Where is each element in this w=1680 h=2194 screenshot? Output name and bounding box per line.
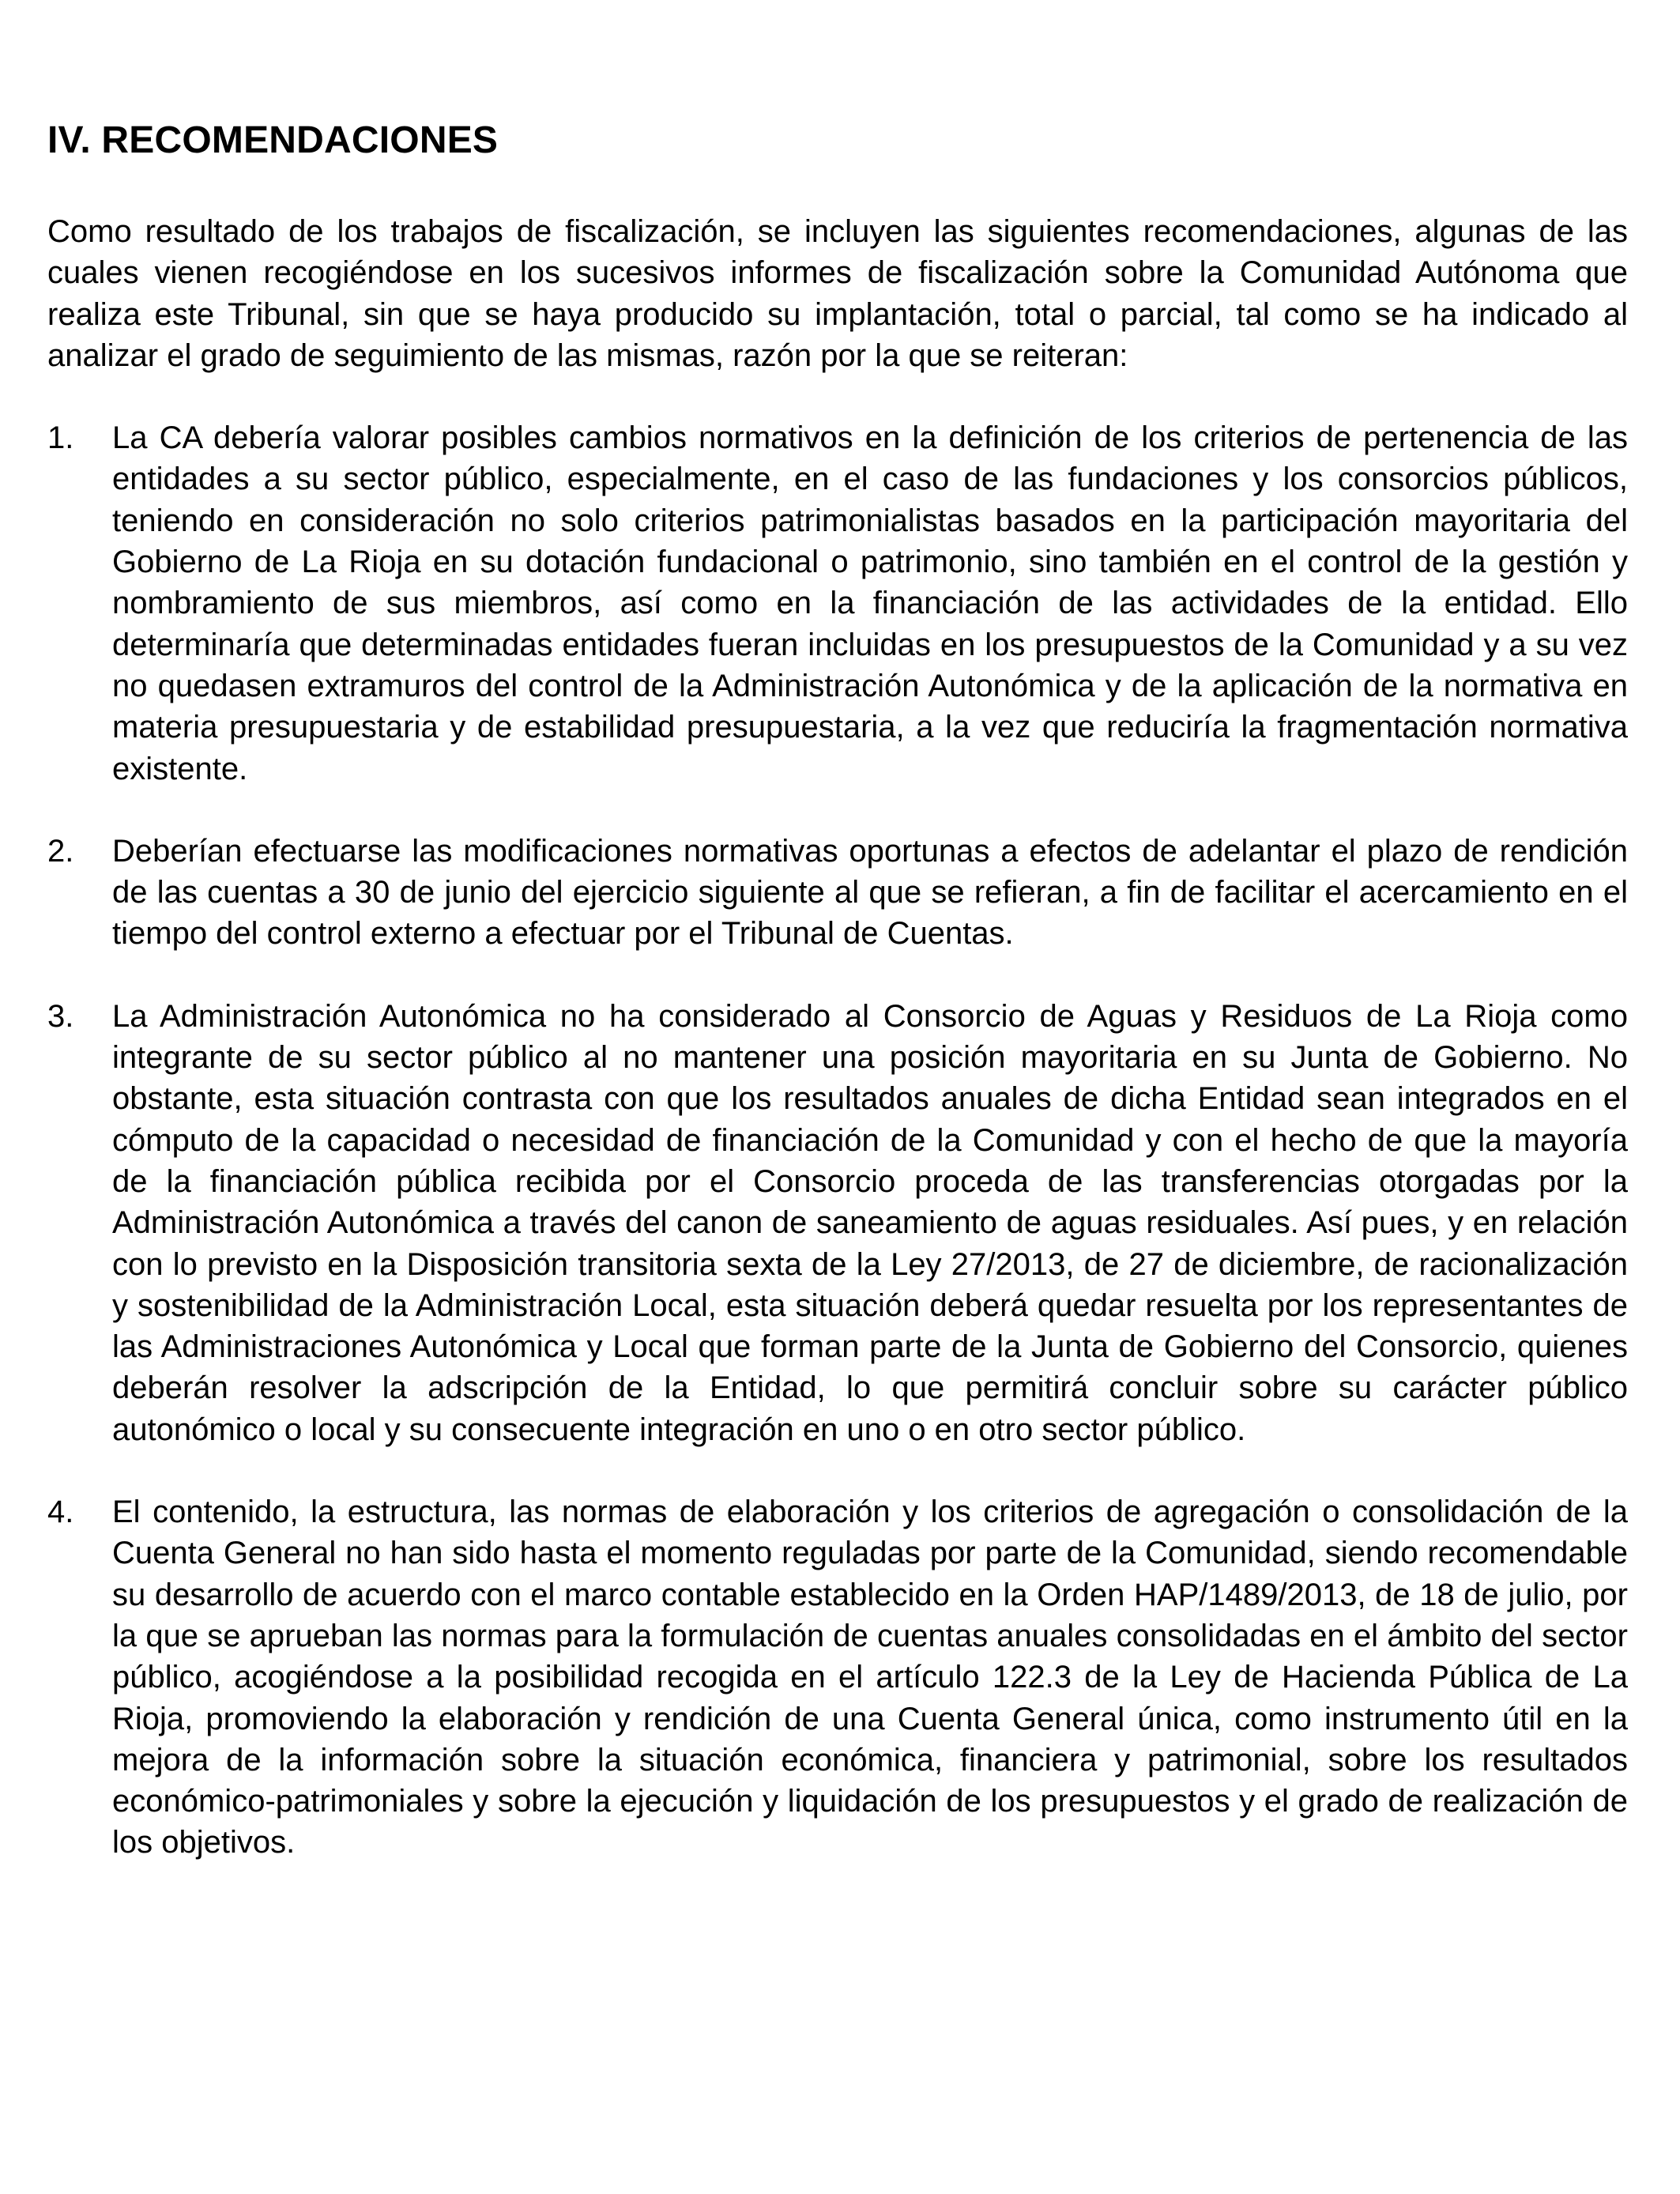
recommendation-number: 2. — [47, 833, 74, 869]
recommendation-item-2 — [47, 831, 1628, 955]
recommendation-text: El contenido, la estructura, las normas de elaboración y los criterios de agregación o consolidación de la Cuenta General no han sido hasta el momento reguladas por parte de la Comunidad, siendo recomendable su desarrollo de acuerdo con el marco contable establecido en la Orden HAP/1489/2013, de 18 de julio, por la que se aprueban las normas para la formulación de cuentas anuales consolidadas en el ámbito del sector público, acogiéndose a la posibilidad recogida en el artículo 122.3 de la Ley de Hacienda Pública de La Rioja, promoviendo la elaboración y rendición de una Cuenta General única, como instrumento útil en la mejora de la información sobre la situación económica, financiera y patrimonial, sobre los resultados económico-patrimoniales y sobre la ejecución y liquidación de los presupuestos y el grado de realización de los objetivos. — [112, 1495, 1628, 1860]
intro-paragraph: Como resultado de los trabajos de fiscalización, se incluyen las siguientes recomendaciones, algunas de las cuales vienen recogiéndose en los sucesivos informes de fiscalización sobre la Comunidad Autónoma que realiza este Tribunal, sin que se haya producido su implantación, total o parcial, tal como se ha indicado al analizar el grado de seguimiento de las mismas, razón por la que se reiteran: — [47, 214, 1628, 373]
recommendation-text: La Administración Autonómica no ha considerado al Consorcio de Aguas y Residuos de La Rioja como integrante de su sector público al no mantener una posición mayoritaria en su Junta de Gobierno. No obstante, esta situación contrasta con que los resultados anuales de dicha Entidad sean integrados en el cómputo de la capacidad o necesidad de financiación de la Comunidad y con el hecho de que la mayoría de la financiación pública recibida por el Consorcio proceda de las transferencias otorgadas por la Administración Autonómica a través del canon de saneamiento de aguas residuales. Así pues, y en relación con lo previsto en la Disposición transitoria sexta de la Ley 27/2013, de 27 de diciembre, de racionalización y sostenibilidad de la Administración Local, esta situación deberá quedar resuelta por los representantes de las Administraciones Autonómica y Local que forman parte de la Junta de Gobierno del Consorcio, quienes deberán resolver la adscripción de la Entidad, lo que permitirá concluir sobre su carácter público autonómico o local y su consecuente integración en uno o en otro sector público. — [112, 998, 1628, 1447]
recommendations-list — [47, 417, 1628, 1864]
document-page — [47, 119, 1628, 2142]
recommendation-item-4 — [47, 1491, 1628, 1864]
recommendation-item-1 — [47, 417, 1628, 790]
recommendation-number: 4. — [47, 1495, 74, 1530]
recommendation-item-3 — [47, 996, 1628, 1450]
recommendation-text: La CA debería valorar posibles cambios normativos en la definición de los criterios de pertenencia de las entidades a su sector público, especialmente, en el caso de las fundaciones y los consorcios públicos, teniendo en consideración no solo criterios patrimonialistas basados en la participación mayoritaria del Gobierno de La Rioja en su dotación fundacional o patrimonio, sino también en el control de la gestión y nombramiento de sus miembros, así como en la financiación de las actividades de la entidad. Ello determinaría que determinadas entidades fueran incluidas en los presupuestos de la Comunidad y a su vez no quedasen extramuros del control de la Administración Autonómica y de la aplicación de la normativa en materia presupuestaria y de estabilidad presupuestaria, a la vez que reduciría la fragmentación normativa existente. — [112, 420, 1628, 786]
recommendation-number: 3. — [47, 998, 74, 1034]
section-title: IV. RECOMENDACIONES — [47, 119, 499, 161]
recommendation-text: Deberían efectuarse las modificaciones normativas oportunas a efectos de adelantar el plazo de rendición de las cuentas a 30 de junio del ejercicio siguiente al que se refieran, a fin de facilitar el acercamiento en el tiempo del control externo a efectuar por el Tribunal de Cuentas. — [112, 833, 1628, 952]
recommendation-number: 1. — [47, 420, 74, 456]
